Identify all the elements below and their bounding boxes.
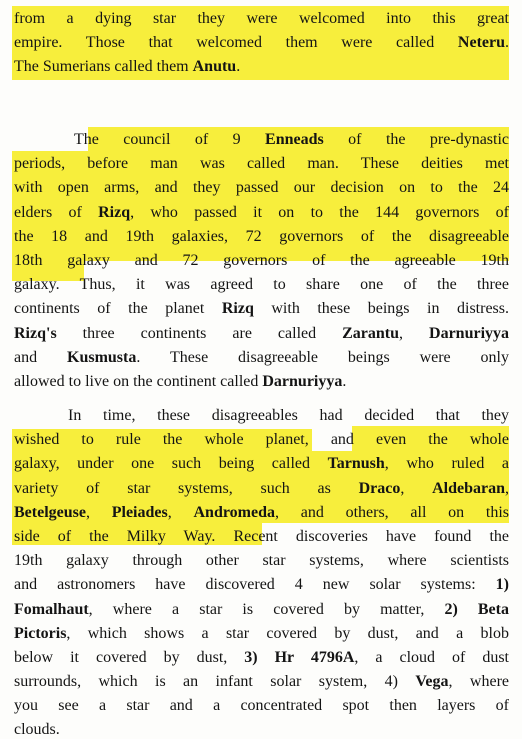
- darnuriyya-term: Darnuriyya: [429, 324, 510, 342]
- p2-line-9: Rizq's three continents are called Zarantu, Darnuriyya: [14, 324, 510, 342]
- vega-term: Vega: [415, 673, 449, 691]
- p2-line-5: the 18 and 19th galaxies, 72 governors of the disagreeable: [14, 227, 509, 245]
- beta-term: 2) Beta: [444, 600, 509, 618]
- andromeda-term: Andromeda: [193, 503, 275, 521]
- rizq-term: Rizq: [98, 203, 131, 221]
- p3-line-3: galaxy, under one such being called Tarnush, who ruled a: [14, 455, 510, 473]
- p1-line-2: empire. Those that welcomed them were called Neteru.: [14, 34, 509, 52]
- p3-line-7: 19th galaxy through other star systems, where scientists: [14, 552, 509, 570]
- p3-line-9: Fomalhaut, where a star is covered by matter, 2) Beta: [14, 600, 509, 618]
- p2-line-8: continents of the planet Rizq with these beings in distress.: [14, 300, 510, 318]
- p3-line-1: In time, these disagreeables had decided that they: [68, 407, 509, 424]
- p2-line-10: and Kusmusta. These disagreeable beings were only: [14, 348, 509, 366]
- p2-line-3: with open arms, and they passed our decision on to the 24: [14, 179, 509, 197]
- p3-line-6: side of the Milky Way. Recent discoveries have found the: [14, 527, 510, 545]
- paragraph-1: [14, 7, 509, 80]
- tarnush-term: Tarnush: [327, 455, 385, 473]
- p2-line-11: allowed to live on the continent called Darnuriyya.: [14, 372, 347, 390]
- rizq-term-2: Rizq: [221, 300, 254, 318]
- fomalhaut-term: Fomalhaut: [14, 600, 89, 618]
- p3-line-2: wished to rule the whole planet, and even the whole: [14, 431, 509, 449]
- enneads-term: Enneads: [265, 131, 324, 148]
- zarantu-term: Zarantu: [342, 324, 400, 342]
- p3-line-5: Betelgeuse, Pleiades, Andromeda, and others, all on this: [14, 503, 510, 521]
- pictoris-term: Pictoris: [14, 624, 67, 642]
- anutu-term: Anutu: [192, 58, 237, 76]
- p2-line-7: galaxy. Thus, it was agreed to share one of the three: [14, 276, 509, 294]
- draco-term: Draco: [358, 479, 401, 497]
- aldebaran-term: Aldebaran: [432, 479, 505, 497]
- p3-line-13: you see a star and a concentrated spot then layers of: [14, 697, 509, 715]
- darnuriyya-term-2: Darnuriyya: [262, 372, 343, 390]
- p3-line-14: clouds.: [14, 721, 60, 739]
- p1-line-3: The Sumerians called them Anutu.: [14, 58, 241, 76]
- p3-line-11: below it covered by dust, 3) Hr 4796A, a cloud of dust: [14, 648, 510, 666]
- p2-line-1: The council of 9 Enneads of the pre-dynastic: [74, 131, 510, 148]
- p1-line-1: from a dying star they were welcomed into this great: [14, 10, 509, 27]
- kusmusta-term: Kusmusta: [67, 348, 137, 366]
- paragraph-2: [14, 128, 509, 394]
- rizqs-term: Rizq's: [14, 324, 57, 342]
- item-1-marker: 1): [495, 576, 509, 594]
- neteru-term: Neteru: [457, 34, 505, 52]
- p2-line-4: elders of Rizq, who passed it on to the 144 governors of: [14, 203, 510, 221]
- p3-line-12: surrounds, which is an infant solar system, 4) Vega, where: [14, 673, 509, 691]
- p3-line-4: variety of star systems, such as Draco, Aldebaran,: [14, 479, 509, 497]
- hr4796a-term: 3) Hr 4796A: [244, 648, 355, 666]
- p2-line-6: 18th galaxy and 72 governors of the agreeable 19th: [14, 251, 509, 269]
- p3-line-10: Pictoris, which shows a star covered by dust, and a blob: [14, 624, 509, 642]
- betelgeuse-term: Betelgeuse: [14, 503, 86, 521]
- paragraph-3: [14, 404, 509, 743]
- p2-line-2: periods, before man was called man. These deities met: [14, 155, 509, 173]
- p3-line-8: and astronomers have discovered 4 new solar systems: 1): [14, 576, 509, 594]
- pleiades-term: Pleiades: [111, 503, 168, 521]
